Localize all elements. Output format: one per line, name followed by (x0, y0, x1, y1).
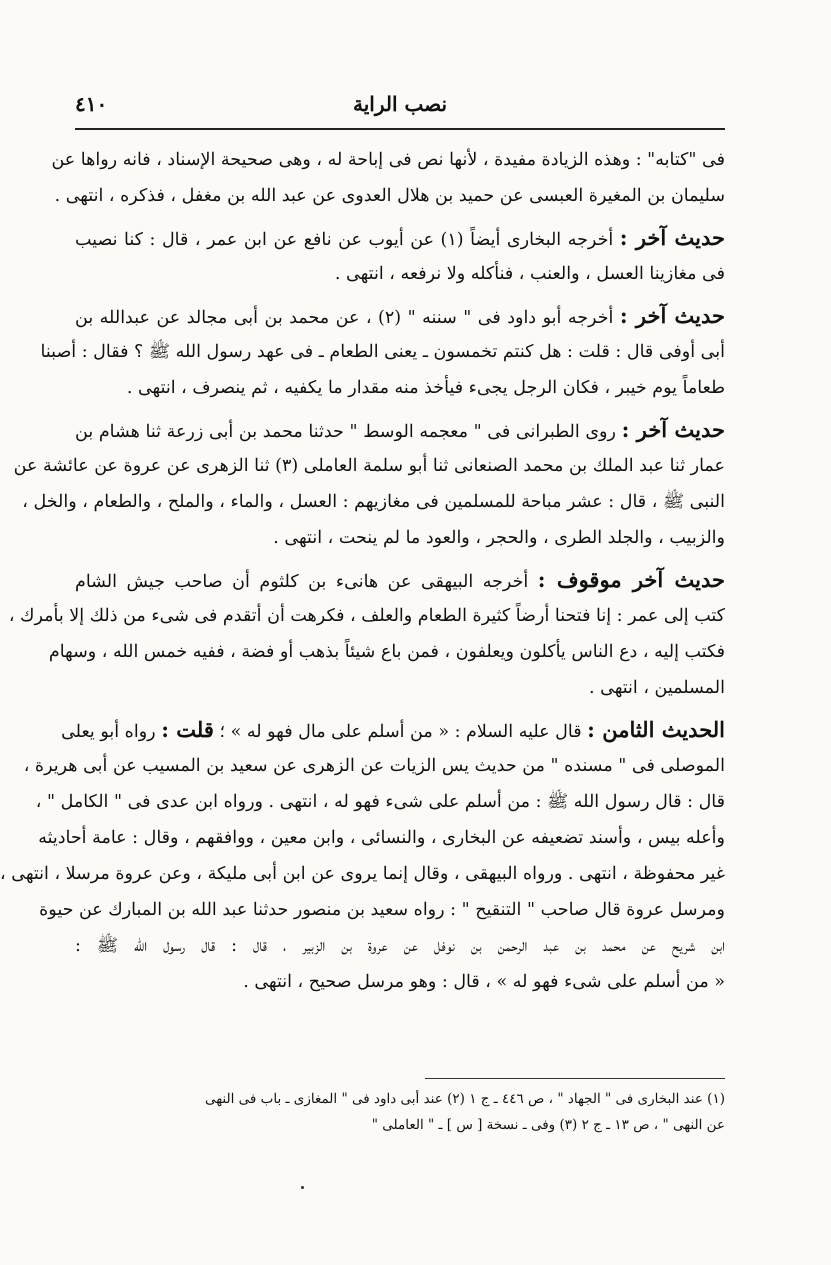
text-line: المسلمين ، انتهى . (588, 678, 725, 698)
page-mark (301, 1186, 304, 1189)
section-heading: حديث آخر : (619, 225, 725, 250)
text-line-body: رواه أبو يعلى (61, 722, 156, 742)
text-line: كتب إلى عمر : إنا فتحنا أرضاً كثيرة الطعام والعلف ، فكرهت أن أتقدم فى شىء من ذلك إلا بأمرك ، (8, 606, 725, 626)
text-line-body: أخرجه أبو داود فى " سننه " (٢) ، عن محمد بن أبى مجالد عن عبدالله بن (75, 308, 614, 328)
paragraph-hadith-bukhari (75, 220, 725, 292)
text-line: غير محفوظة ، انتهى . ورواه البيهقى ، وقال إنما يروى عن ابن أبى مليكة ، وعن عروة مرسلا ، انتهى ، (0, 864, 725, 884)
page-title: نصب الراية (352, 92, 448, 116)
header-rule (75, 128, 725, 130)
text-line: فى "كتابه" : وهذه الزيادة مفيدة ، لأنها نص فى إباحة له ، وهى صحيحة الإسناد ، فانه رواها عن (51, 150, 725, 170)
paragraph-hadith-mawquf (8, 562, 725, 706)
text-line: طعاماً يوم خيبر ، فكان الرجل يجىء فيأخذ منه مقدار ما يكفيه ، ثم ينصرف ، انتهى . (126, 378, 725, 398)
page-body (0, 142, 725, 1006)
page-header (75, 92, 725, 122)
section-heading: حديث آخر موقوف : (537, 567, 725, 592)
text-line: فى مغازينا العسل ، والعنب ، فنأكله ولا نرفعه ، انتهى . (334, 264, 725, 284)
footnote-line: عن النهى " ، ص ١٣ ـ ج ٢ (٣) وفى ـ نسخة [ س ] ـ " العاملى " (371, 1117, 725, 1133)
footnote-rule (425, 1078, 725, 1079)
text-line: أبى أوفى قال : قلت : هل كنتم تخمسون ـ يعنى الطعام ـ فى عهد رسول الله ﷺ ؟ فقال : أصبنا (40, 342, 725, 362)
paragraph-hadith-abu-dawud (40, 298, 725, 406)
paragraph-hadith-tabarani (13, 412, 725, 556)
text-line: ومرسل عروة قال صاحب " التنقيح " : رواه سعيد بن منصور حدثنا عبد الله بن المبارك عن حيوة (39, 900, 725, 920)
text-line: وأعله بيس ، وأسند تضعيفه عن البخارى ، والنسائى ، وابن معين ، ووافقهم ، وقال : عامة أحاديثه (38, 828, 725, 848)
text-line: فكتب إليه ، دع الناس يأكلون ويعلفون ، فمن باع شيئاً بذهب أو فضة ، ففيه خمس الله ، وسهام (48, 642, 725, 662)
paragraph-eighth-hadith (0, 712, 725, 1000)
section-heading: حديث آخر : (619, 303, 725, 328)
text-line: ابن شريح عن محمد بن عبد الرحمن بن نوفل عن عروة بن الزبير ، قال : قال رسول الله ﷺ : (75, 936, 725, 956)
text-line-body: أخرجه البخارى أيضاً (١) عن أيوب عن نافع عن ابن عمر ، قال : كنا نصيب (75, 230, 614, 250)
section-subheading: قلت : (161, 717, 214, 742)
footnotes (75, 1086, 725, 1138)
text-line: « من أسلم على شىء فهو له » ، قال : وهو مرسل صحيح ، انتهى . (243, 972, 725, 992)
text-line: سليمان بن المغيرة العبسى عن حميد بن هلال العدوى عن عبد الله بن مغفل ، فذكره ، انتهى . (54, 186, 725, 206)
text-line (75, 562, 725, 598)
text-line-body: أخرجه البيهقى عن هانىء بن كلثوم أن صاحب جيش الشام (75, 572, 529, 592)
text-line: والزبيب ، والجلد الطرى ، والحجر ، والعود ما لم ينحت ، انتهى . (273, 528, 725, 548)
text-line: قال : قال رسول الله ﷺ : من أسلم على شىء فهو له ، انتهى . ورواه ابن عدى فى " الكامل " ، (35, 792, 725, 812)
text-line-body: روى الطبرانى فى " معجمه الوسط " حدثنا محمد بن أبى زرعة ثنا هشام بن (75, 422, 616, 442)
paragraph-continuation (51, 142, 725, 214)
footnote-line: (١) عند البخارى فى " الجهاد " ، ص ٤٤٦ ـ ج ١ (٢) عند أبى داود فى " المغازى ـ باب فى النهى (204, 1091, 725, 1107)
text-line (75, 220, 725, 256)
section-heading: حديث آخر : (621, 417, 725, 442)
text-line (75, 298, 725, 334)
text-line (61, 712, 725, 748)
text-line: عمار ثنا عبد الملك بن محمد الصنعانى ثنا أبو سلمة العاملى (٣) ثنا الزهرى عن عروة عن عائشة عن (13, 456, 725, 476)
text-line: النبى ﷺ ، قال : عشر مباحة للمسلمين فى مغازيهم : العسل ، والماء ، والملح ، والطعام ، والخل ، (22, 492, 725, 512)
text-line (75, 412, 725, 448)
text-line: الموصلى فى " مسنده " من حديث يس الزيات عن الزهرى عن سعيد بن المسيب عن أبى هريرة ، (23, 756, 725, 776)
section-heading: الحديث الثامن : (587, 717, 725, 742)
text-line-body: قال عليه السلام : « من أسلم على مال فهو له » ؛ (219, 722, 582, 742)
page-number: ٤١٠ (75, 92, 108, 116)
